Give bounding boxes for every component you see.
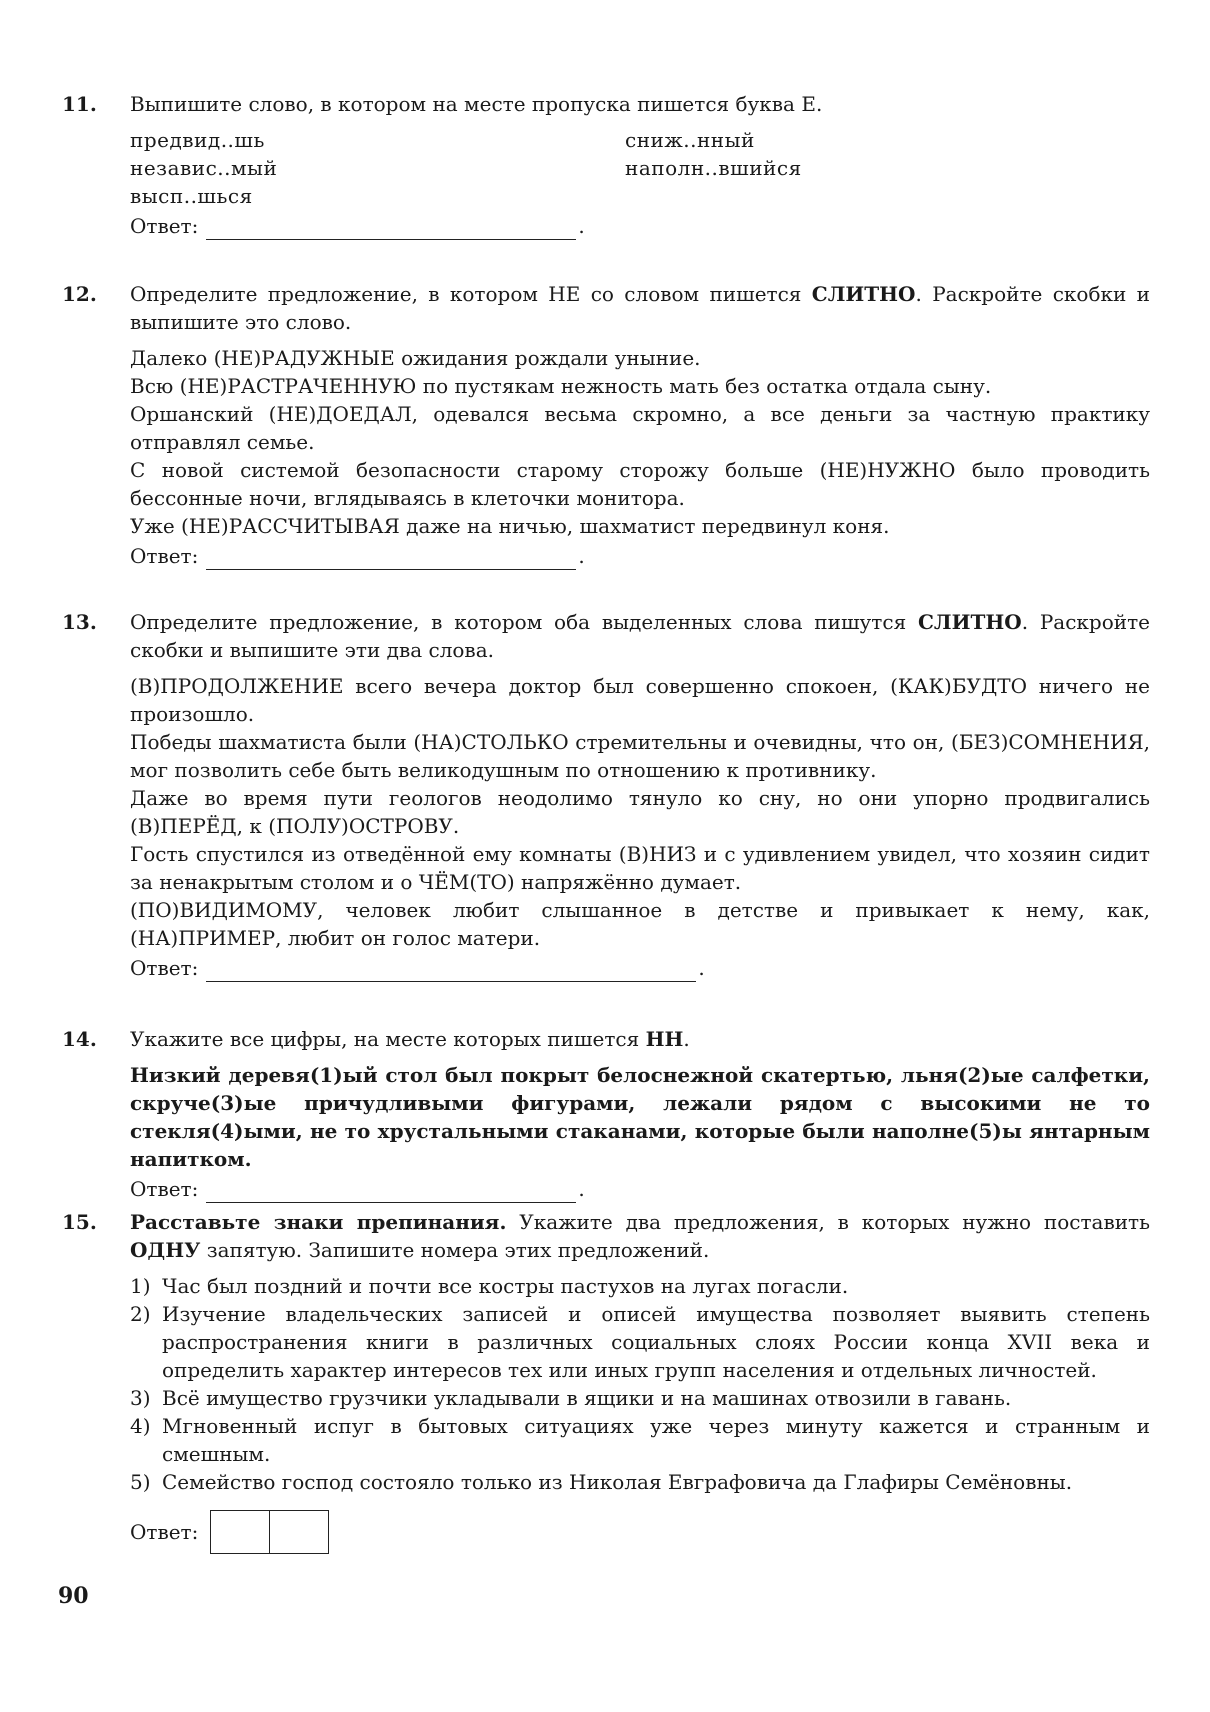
sentence: Далеко (НЕ)РАДУЖНЫЕ ожидания рождали уныние. — [130, 346, 701, 370]
task-body — [130, 1208, 1150, 1554]
word-options — [130, 126, 1150, 210]
word-column-right — [625, 126, 802, 182]
answer-label: Ответ: — [130, 1520, 199, 1544]
sentence: С новой системой безопасности старому сторожу больше (НЕ)НУЖНО было проводить бессонные ночи, вглядываясь в клеточки монитора. — [130, 458, 1150, 510]
list-item: 4) Мгновенный испуг в бытовых ситуациях уже через минуту кажется и странным и смешным. — [130, 1414, 1150, 1466]
word-option: сниж..нный — [625, 128, 755, 152]
list-item: 1) Час был поздний и почти все костры пастухов на лугах погасли. — [130, 1274, 849, 1298]
task-question: Выпишите слово, в котором на месте пропуска пишется буква Е. — [130, 92, 823, 116]
task-number: 14. — [62, 1027, 97, 1051]
task-question: Определите предложение, в котором НЕ со словом пишется СЛИТНО. Раскройте скобки и выпишите это слово. — [130, 282, 1151, 334]
list-item: 3) Всё имущество грузчики укладывали в ящики и на машинах отвозили в гавань. — [130, 1386, 1012, 1410]
sentence: Гость спустился из отведённой ему комнаты (В)НИЗ и с удивлением увидел, что хозяин сидит за ненакрытым столом и о ЧЁМ(ТО) напряжённо думает. — [130, 842, 1150, 894]
sentence: Даже во время пути геологов неодолимо тянуло ко сну, но они упорно продвигались (В)ПЕРЁД, к (ПОЛУ)ОСТРОВУ. — [130, 786, 1150, 838]
sentence-list — [130, 1272, 1150, 1496]
task-question: Расставьте знаки препинания. Укажите два предложения, в которых нужно поставить ОДНУ запятую. Запишите номера этих предложений. — [130, 1210, 1150, 1262]
answer-row: Ответ: . — [130, 1177, 585, 1201]
answer-boxes — [210, 1510, 329, 1554]
answer-label: Ответ: — [130, 956, 199, 980]
answer-box[interactable] — [210, 1510, 270, 1554]
sentence: Оршанский (НЕ)ДОЕДАЛ, одевался весьма скромно, а все деньги за частную практику отправлял семье. — [130, 402, 1150, 454]
answer-box[interactable] — [270, 1510, 329, 1554]
sentence: (ПО)ВИДИМОМУ, человек любит слышанное в детстве и привыкает к нему, как, (НА)ПРИМЕР, любит он голос матери. — [130, 898, 1150, 950]
word-option: независ..мый — [130, 156, 278, 180]
task-number: 11. — [62, 92, 97, 116]
task-body — [130, 90, 1150, 240]
answer-label: Ответ: — [130, 214, 199, 238]
list-item: 2) Изучение владельческих записей и описей имущества позволяет выявить степень распространения книги в различных социальных слоях России конца XVII века и определить характер интересов тех или иных групп населения и отдельных личностей. — [130, 1302, 1150, 1382]
task-number: 15. — [62, 1210, 97, 1234]
task-body — [130, 280, 1150, 570]
task-body — [130, 1025, 1150, 1203]
task-number: 13. — [62, 610, 97, 634]
answer-row: Ответ: . — [130, 544, 585, 568]
page-number: 90 — [58, 1583, 89, 1609]
answer-row — [130, 1510, 1150, 1554]
task-question: Определите предложение, в котором оба выделенных слова пишутся СЛИТНО. Раскройте скобки и выпишите эти два слова. — [130, 610, 1150, 662]
answer-line[interactable] — [206, 959, 696, 982]
answer-label: Ответ: — [130, 544, 199, 568]
sentence: (В)ПРОДОЛЖЕНИЕ всего вечера доктор был совершенно спокоен, (КАК)БУДТО ничего не произошло. — [130, 674, 1150, 726]
task-body — [130, 608, 1150, 982]
sentence: Уже (НЕ)РАССЧИТЫВАЯ даже на ничью, шахматист передвинул коня. — [130, 514, 890, 538]
sentence: Всю (НЕ)РАСТРАЧЕННУЮ по пустякам нежность мать без остатка отдала сыну. — [130, 374, 992, 398]
answer-line[interactable] — [206, 217, 576, 240]
sentence: Победы шахматиста были (НА)СТОЛЬКО стремительны и очевидны, что он, (БЕЗ)СОМНЕНИЯ, мог позволить себе быть великодушным по отношению к противнику. — [130, 730, 1150, 782]
answer-label: Ответ: — [130, 1177, 199, 1201]
answer-line[interactable] — [206, 1180, 576, 1203]
word-option: наполн..вшийся — [625, 156, 802, 180]
task-question: Укажите все цифры, на месте которых пишется НН. — [130, 1027, 690, 1051]
word-option: предвид..шь — [130, 128, 265, 152]
list-item: 5) Семейство господ состояло только из Николая Евграфовича да Глафиры Семёновны. — [130, 1470, 1073, 1494]
word-option: высп..шься — [130, 184, 253, 208]
word-column-left — [130, 126, 277, 210]
task-number: 12. — [62, 282, 97, 306]
task-text: Низкий деревя(1)ый стол был покрыт белоснежной скатертью, льня(2)ые салфетки, скруче(3)ые причудливыми фигурами, лежали рядом с высокими не то стекля(4)ыми, не то хрустальными стаканами, которые были наполне(5)ы янтарным напитком. — [130, 1063, 1150, 1171]
answer-row: Ответ: . — [130, 956, 705, 980]
answer-line[interactable] — [206, 547, 576, 570]
answer-row: Ответ: . — [130, 214, 585, 238]
